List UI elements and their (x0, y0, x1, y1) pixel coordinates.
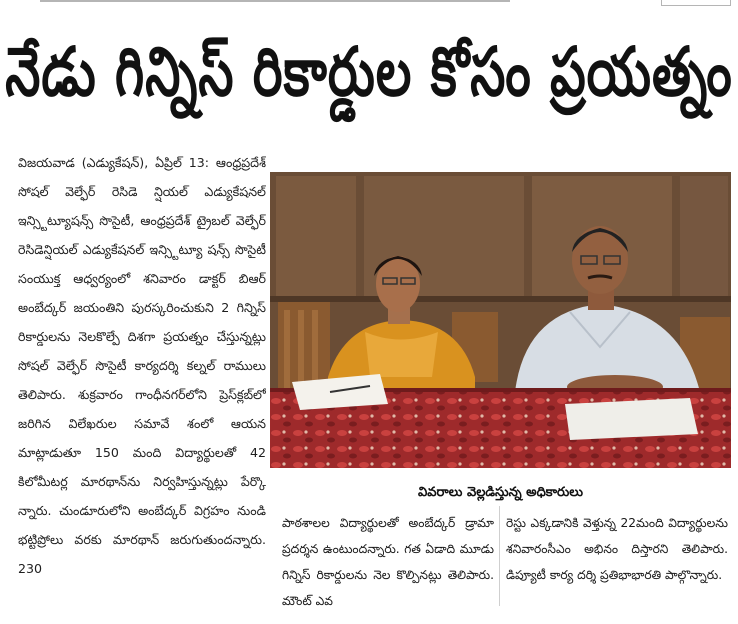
photo-caption: వివరాలు వెల్లడిస్తున్న అధికారులు (418, 485, 583, 500)
headline: నేడు గిన్నిస్ రికార్డుల కోసం ప్రయత్నం (5, 32, 733, 112)
article-column-middle: పాఠశాలల విద్యార్థులతో అంబేద్కర్ డ్రామా ప్రదర్శన ఉంటుందన్నారు. గత ఏడాది మూడు గిన్నిస్ రికార్డులను నెల కొల్పినట్లు తెలిపారు. మౌంట్ ఎవ (282, 516, 494, 608)
article-column-right: రెస్టు ఎక్కడానికి వెళ్తున్న 22మంది విద్యార్థులను శనివారంసీఎం అభినం దిస్తారని తెలిపారు. డిప్యూటీ కార్య దర్శి ప్రతిభాభారతి పాల్గొన్నారు. (506, 516, 728, 582)
column-divider (499, 506, 500, 606)
top-rule (40, 0, 510, 2)
officials-photo-illustration (270, 172, 731, 468)
news-photo (270, 172, 731, 468)
article-column-left: విజయవాడ (ఎడ్యుకేషన్), ఏప్రిల్ 13: ఆంధ్రప్రదేశ్ సోషల్ వెల్ఫేర్ రెసిడె న్షియల్ ఎడ్యుకేషనల్ ఇన్స్టిట్యూషన్స్ సొసైటీ, ఆంధ్రప్రదేశ్ ట్రైబల్ వెల్ఫేర్ రెసిడెన్షియల్ ఎడ్యుకేషనల్ ఇన్స్టిట్యూ షన్స్ సొసైటీ సంయుక్త ఆధ్వర్యంలో శనివారం డాక్టర్ బిఆర్ అంబేద్కర్ జయంతిని పురస్కరించుకుని 2 గిన్నిస్ రికార్డులను నెలకొల్పే దిశగా ప్రయత్నం చేస్తున్నట్లు సోషల్ వెల్ఫేర్ సొసైటీ కార్యదర్శి కల్నల్ రాములు తెలిపారు. శుక్రవారం గాంధీనగర్‌లోని ప్రెస్‌క్లబ్‌లో జరిగిన విలేఖరుల సమావే శంలో ఆయన మాట్లాడుతూ 150 మంది విద్యార్థులతో 42 కిలోమీటర్ల మారథాన్‌ను నిర్వహిస్తున్నట్లు పేర్కొ న్నారు. చుండూరులోని అంబేద్కర్ విగ్రహం నుండి భట్టిప్రోలు వరకు మారథాన్ జరుగుతుందన్నారు. 230 (18, 155, 266, 576)
